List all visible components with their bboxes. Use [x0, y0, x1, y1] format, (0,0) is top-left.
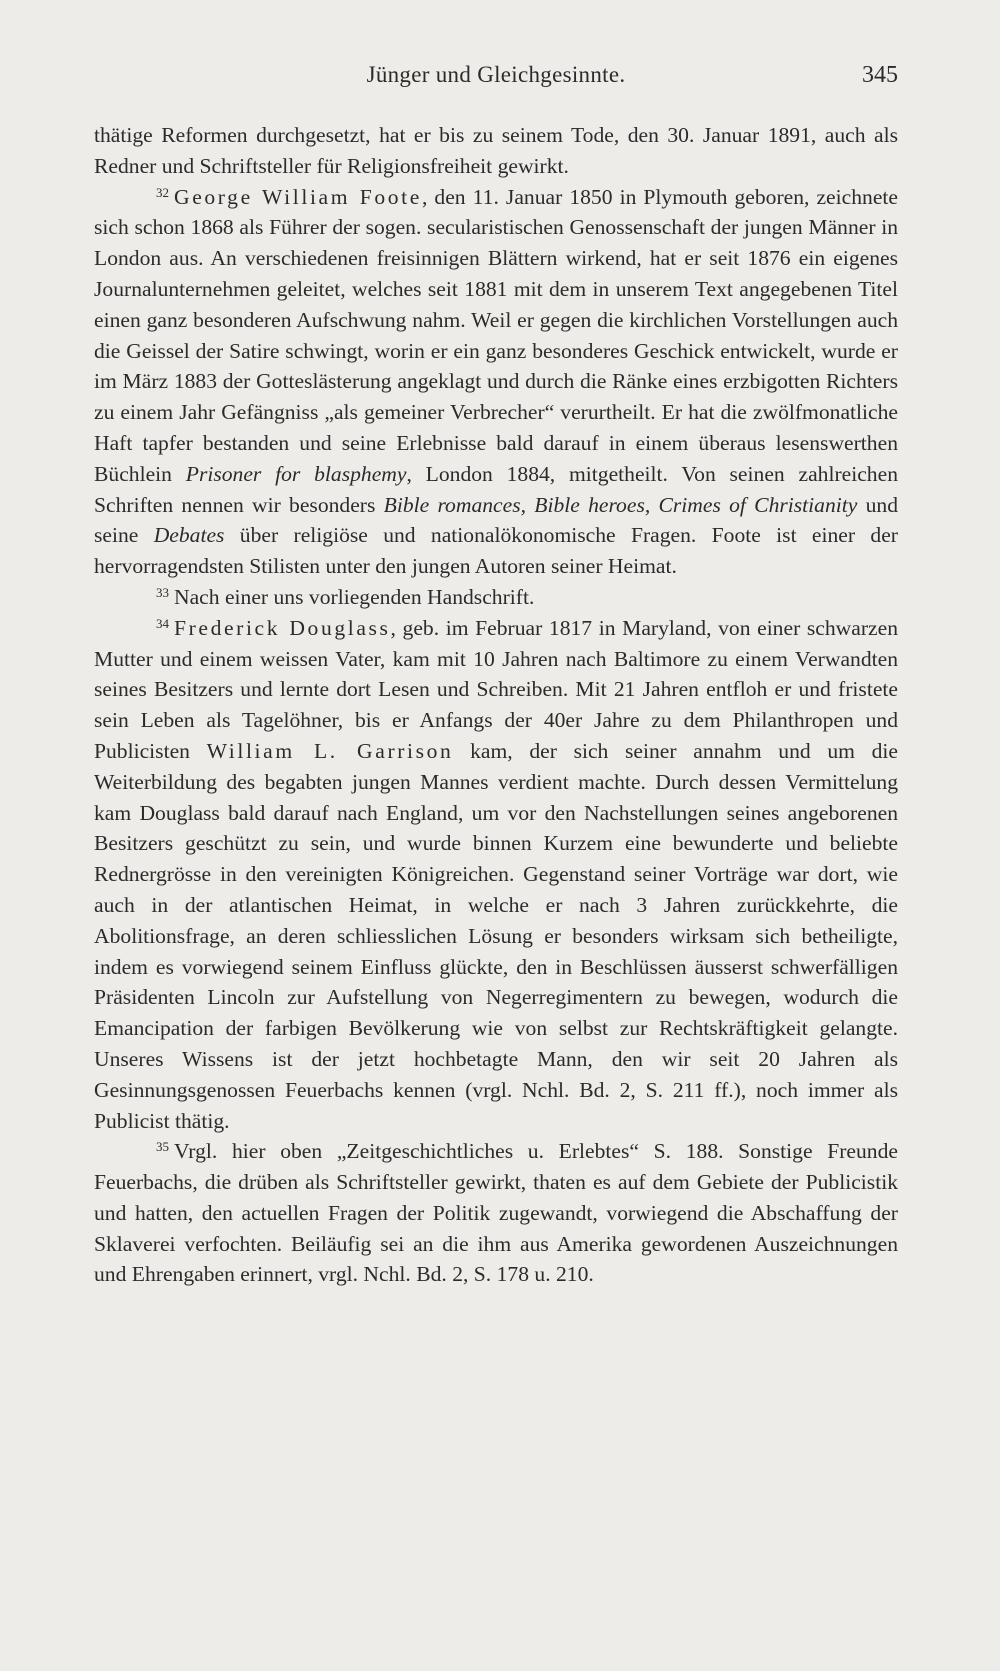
paragraph-continuation: [94, 120, 898, 182]
person-name: Frederick Douglass: [174, 615, 391, 640]
footnote-35: [94, 1136, 898, 1290]
footnote-number: 33: [156, 584, 169, 600]
page-number: 345: [862, 62, 898, 88]
footnote-32: [94, 182, 898, 582]
book-title: Prisoner for blasphemy: [185, 461, 407, 486]
footnote-text: über religiöse und nationalökonomische Fragen. Foote ist einer der hervorragendsten Stilisten unter den jungen Autoren seiner Heimat.: [94, 523, 898, 579]
book-title: Debates: [153, 523, 225, 548]
page-header: [94, 62, 898, 98]
book-title: Bible romances, Bible heroes, Crimes of Christianity: [383, 492, 858, 517]
footnote-34: [94, 613, 898, 1137]
person-name: William L. Garrison: [206, 738, 454, 763]
footnote-text: , geb. im Februar 1817 in Maryland, von einer schwarzen Mutter und einem weissen Vater, kam mit 10 Jahren nach Baltimore zu einem Verwandten seines Besitzers und lernte dort Lesen und Schreiben. Mit 21 Jahren entfloh er und fristete sein Leben als Tagelöhner, bis er Anfangs der 40er Jahre zu dem Philanthropen und Publicisten: [94, 615, 898, 763]
footnote-number: 32: [156, 184, 169, 200]
footnote-text: , den 11. Januar 1850 in Plymouth geboren, zeichnete sich schon 1868 als Führer der sogen. secularistischen Genossenschaft der jungen Männer in London aus. An verschiedenen freisinnigen Blättern wirkend, hat er seit 1876 ein eigenes Journalunternehmen geleitet, welches seit 1881 mit dem in unserem Text angegebenen Titel einen ganz besonderen Aufschwung nahm. Weil er gegen die kirchlichen Vorstellungen auch die Geissel der Satire schwingt, worin er ein ganz besonderes Geschick entwickelt, wurde er im März 1883 der Gotteslästerung angeklagt und durch die Ränke eines erzbigotten Richters zu einem Jahr Gefängniss „als gemeiner Verbrecher“ verurtheilt. Er hat die zwölfmonatliche Haft tapfer bestanden und seine Erlebnisse bald darauf in einem überaus lesenswerthen Büchlein: [94, 184, 898, 486]
footnote-text: und seine: [94, 492, 898, 548]
footnote-text: kam, der sich seiner annahm und um die Weiterbildung des begabten jungen Mannes verdient machte. Durch dessen Vermittelung kam Douglass bald darauf nach England, um vor den Nachstellungen seines angeborenen Besitzers geschützt zu sein, und wurde binnen Kurzem eine bewunderte und beliebte Rednergrösse in den vereinigten Königreichen. Gegenstand seiner Vorträge war dort, wie auch in der atlantischen Heimat, in welche er nach 3 Jahren zurückkehrte, die Abolitionsfrage, an deren schliesslichen Lösung er besonders wirksam sich betheiligte, indem es vorwiegend seinem Einfluss glückte, den in Beschlüssen äusserst schwerfälligen Präsidenten Lincoln zur Aufstellung von Negerregimentern zu bewegen, wodurch die Emancipation der farbigen Bevölkerung wie von selbst zur Rechtskräftigkeit gelangte. Unseres Wissens ist der jetzt hochbetagte Mann, den wir seit 20 Jahren als Gesinnungsgenossen Feuerbachs kennen (vrgl. Nchl. Bd. 2, S. 211 ff.), noch immer als Publicist thätig.: [94, 738, 898, 1133]
paragraph-text: thätige Reformen durchgesetzt, hat er bis zu seinem Tode, den 30. Januar 1891, auch als Redner und Schriftsteller für Religionsfreiheit gewirkt.: [94, 123, 898, 178]
footnote-number: 34: [156, 615, 169, 631]
running-title: Jünger und Gleichgesinnte.: [366, 62, 626, 87]
footnote-text: Vrgl. hier oben „Zeitgeschichtliches u. Erlebtes“ S. 188. Sonstige Freunde Feuerbachs, die drüben als Schriftsteller gewirkt, thaten es auf dem Gebiete der Publicistik und hatten, den actuellen Fragen der Politik zugewandt, vorwiegend die Abschaffung der Sklaverei verfochten. Beiläufig sei an die ihm aus Amerika gewordenen Auszeichnungen und Ehrengaben erinnert, vrgl. Nchl. Bd. 2, S. 178 u. 210.: [94, 1139, 898, 1287]
footnote-33: [94, 582, 898, 613]
person-name: George William Foote: [174, 184, 422, 209]
footnote-text: , London 1884, mitgetheilt. Von seinen zahlreichen Schriften nennen wir besonders: [94, 461, 898, 517]
footnote-number: 35: [156, 1139, 169, 1155]
footnote-text: Nach einer uns vorliegenden Handschrift.: [174, 584, 535, 609]
page-body: [94, 120, 898, 1290]
